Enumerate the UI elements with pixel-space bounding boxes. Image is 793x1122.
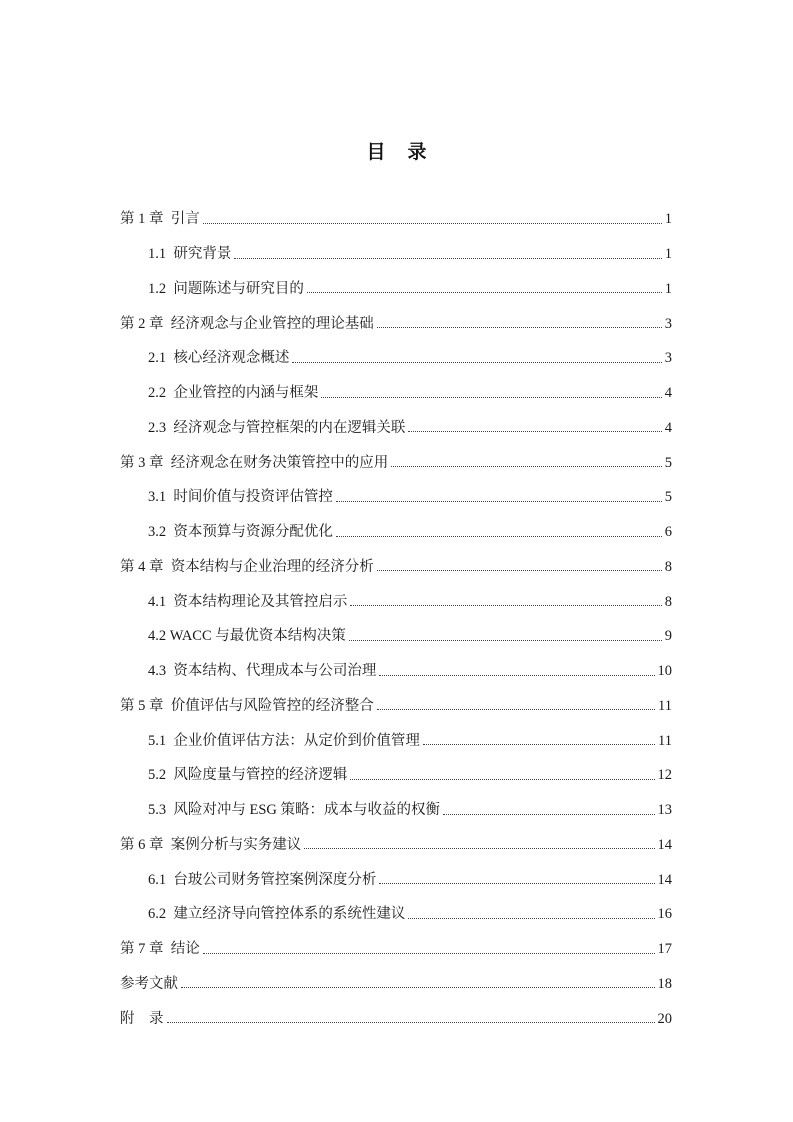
entry-number: 5.3	[148, 802, 174, 819]
toc-entry-chapter-6[interactable]	[120, 828, 672, 863]
toc-entry-chapter-1[interactable]	[120, 202, 672, 237]
entry-number: 3.1	[148, 489, 174, 506]
entry-title: 问题陈述与研究目的	[173, 280, 304, 297]
entry-title: WACC 与最优资本结构决策	[169, 628, 346, 645]
dot-leader	[203, 223, 662, 224]
entry-number: 第 4 章	[120, 558, 171, 575]
entry-number: 4.2	[148, 628, 170, 645]
toc-entry-references[interactable]	[120, 967, 672, 1002]
page-number: 3	[664, 315, 672, 332]
entry-title: 引言	[170, 211, 200, 228]
page-number: 9	[664, 628, 672, 645]
entry-number: 6.1	[148, 871, 174, 888]
page-number: 3	[664, 350, 672, 367]
entry-number: 4.3	[148, 663, 174, 680]
entry-title: 时间价值与投资评估管控	[173, 489, 333, 506]
toc-entry-2-3[interactable]	[120, 411, 672, 446]
dot-leader	[408, 918, 654, 919]
toc-entry-5-1[interactable]	[120, 723, 672, 758]
page-number: 14	[657, 871, 672, 888]
dot-leader	[379, 675, 654, 676]
entry-title: 资本预算与资源分配优化	[173, 524, 333, 541]
toc-entry-1-2[interactable]	[120, 272, 672, 307]
page-number: 4	[664, 419, 672, 436]
toc-entry-3-1[interactable]	[120, 480, 672, 515]
dot-leader	[203, 953, 655, 954]
page-number: 17	[657, 941, 672, 958]
entry-number: 5.2	[148, 767, 174, 784]
entry-title: 风险对冲与 ESG 策略：成本与收益的权衡	[173, 802, 441, 819]
toc-entry-3-2[interactable]	[120, 515, 672, 550]
dot-leader	[377, 327, 662, 328]
entry-title: 资本结构、代理成本与公司治理	[173, 663, 377, 680]
dot-leader	[336, 536, 662, 537]
dot-leader	[336, 501, 662, 502]
entry-title: 企业管控的内涵与框架	[173, 385, 319, 402]
page-number: 5	[664, 489, 672, 506]
entry-number: 3.2	[148, 524, 174, 541]
entry-number: 第 2 章	[120, 315, 171, 332]
page-number: 1	[664, 280, 672, 297]
dot-leader	[321, 397, 661, 398]
entry-number: 4.1	[148, 593, 174, 610]
dot-leader	[423, 744, 655, 745]
dot-leader	[167, 1022, 655, 1023]
dot-leader	[377, 570, 662, 571]
page-number: 11	[658, 697, 672, 714]
entry-title: 结论	[170, 941, 200, 958]
dot-leader	[307, 292, 662, 293]
toc-entry-4-1[interactable]	[120, 584, 672, 619]
entry-title: 附 录	[120, 1010, 164, 1027]
dot-leader	[304, 848, 654, 849]
page-number: 5	[664, 454, 672, 471]
page-number: 11	[658, 732, 672, 749]
page-number: 8	[664, 593, 672, 610]
entry-title: 参考文献	[120, 975, 178, 992]
entry-title: 资本结构理论及其管控启示	[173, 593, 348, 610]
toc-title: 目录	[366, 140, 449, 163]
entry-number: 第 3 章	[120, 454, 171, 471]
page-number: 16	[657, 906, 672, 923]
entry-title: 价值评估与风险管控的经济整合	[170, 697, 374, 714]
entry-number: 5.1	[148, 732, 174, 749]
entry-number: 6.2	[148, 906, 174, 923]
entry-number: 2.1	[148, 350, 174, 367]
dot-leader	[292, 362, 661, 363]
entry-title: 台玻公司财务管控案例深度分析	[173, 871, 377, 888]
page-number: 6	[664, 524, 672, 541]
entry-title: 研究背景	[173, 246, 232, 263]
entry-number: 第 5 章	[120, 697, 171, 714]
entry-title: 经济观念在财务决策管控中的应用	[170, 454, 389, 471]
page-number: 18	[657, 975, 672, 992]
entry-number: 1.2	[148, 280, 174, 297]
toc-entry-appendix[interactable]	[120, 1001, 672, 1036]
dot-leader	[349, 640, 662, 641]
toc-entry-chapter-7[interactable]	[120, 932, 672, 967]
entry-title: 案例分析与实务建议	[170, 836, 302, 853]
entry-title: 风险度量与管控的经济逻辑	[173, 767, 348, 784]
toc-entry-6-2[interactable]	[120, 897, 672, 932]
page-number: 10	[657, 663, 672, 680]
entry-number: 第 6 章	[120, 836, 171, 853]
entry-title: 经济观念与管控框架的内在逻辑关联	[173, 419, 406, 436]
toc-entry-5-3[interactable]	[120, 793, 672, 828]
toc-entry-1-1[interactable]	[120, 237, 672, 272]
entry-number: 2.3	[148, 419, 174, 436]
toc-entry-4-2[interactable]	[120, 619, 672, 654]
dot-leader	[234, 258, 661, 259]
dot-leader	[391, 466, 662, 467]
entry-title: 核心经济观念概述	[173, 350, 290, 367]
dot-leader	[350, 605, 661, 606]
page-number: 20	[657, 1010, 672, 1027]
toc-entry-chapter-2[interactable]	[120, 306, 672, 341]
entry-title: 经济观念与企业管控的理论基础	[170, 315, 374, 332]
page-number: 12	[657, 767, 672, 784]
toc-entry-6-1[interactable]	[120, 862, 672, 897]
entry-number: 2.2	[148, 385, 174, 402]
entry-number: 第 7 章	[120, 941, 171, 958]
page-number: 13	[657, 802, 672, 819]
dot-leader	[408, 431, 661, 432]
dot-leader	[181, 987, 655, 988]
dot-leader	[443, 814, 654, 815]
toc-entry-chapter-3[interactable]	[120, 445, 672, 480]
page-number: 8	[664, 558, 672, 575]
toc-entry-5-2[interactable]	[120, 758, 672, 793]
dot-leader	[377, 709, 655, 710]
toc-entry-2-2[interactable]	[120, 376, 672, 411]
dot-leader	[350, 779, 654, 780]
page-number: 4	[664, 385, 672, 402]
toc-entry-chapter-5[interactable]	[120, 689, 672, 724]
table-of-contents	[120, 202, 672, 1036]
dot-leader	[379, 883, 654, 884]
entry-title: 建立经济导向管控体系的系统性建议	[173, 906, 406, 923]
page-number: 1	[664, 211, 672, 228]
entry-number: 1.1	[148, 246, 174, 263]
entry-number: 第 1 章	[120, 211, 171, 228]
page-number: 1	[664, 246, 672, 263]
page-number: 14	[657, 836, 672, 853]
toc-entry-2-1[interactable]	[120, 341, 672, 376]
entry-title: 企业价值评估方法：从定价到价值管理	[173, 732, 420, 749]
entry-title: 资本结构与企业治理的经济分析	[170, 558, 374, 575]
toc-entry-chapter-4[interactable]	[120, 550, 672, 585]
toc-entry-4-3[interactable]	[120, 654, 672, 689]
